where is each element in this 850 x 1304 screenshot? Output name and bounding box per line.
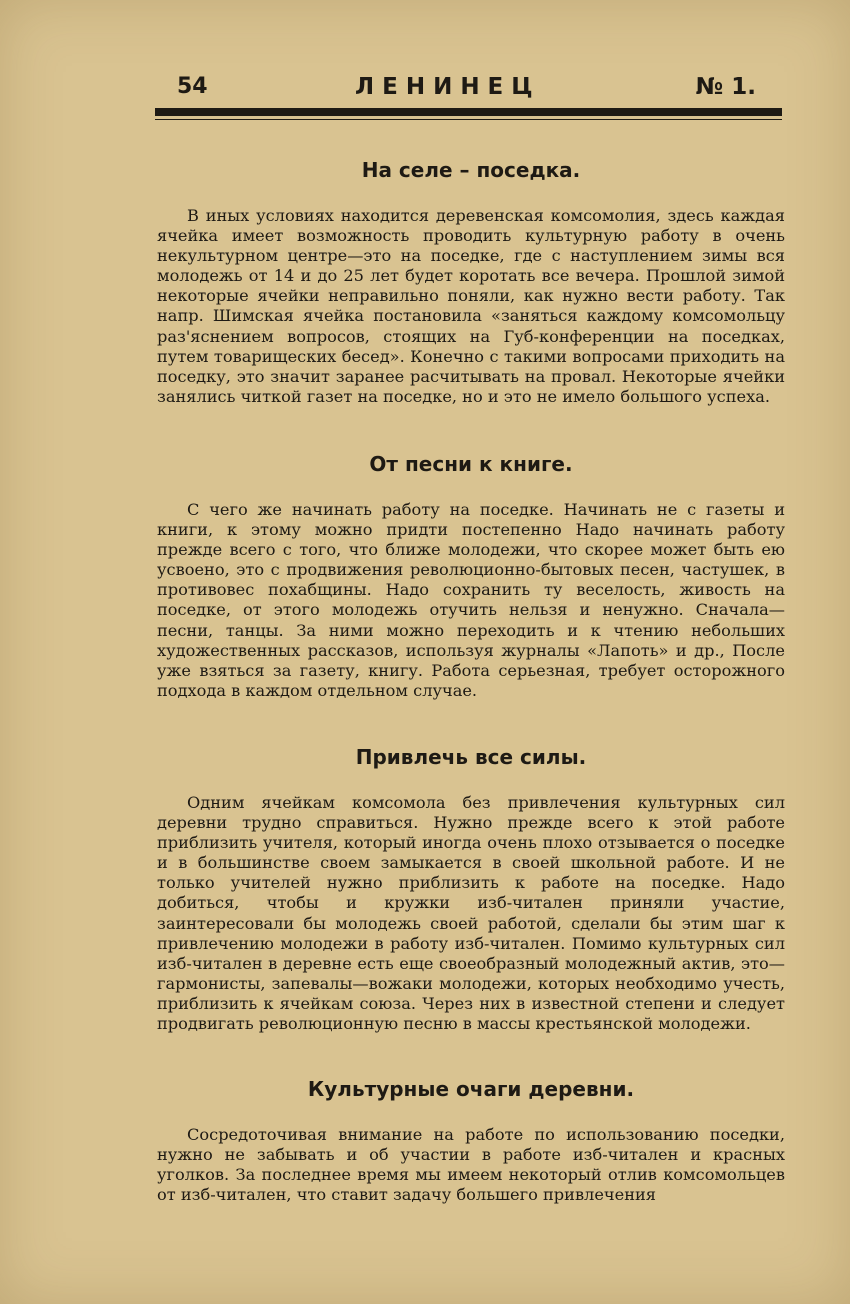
section-title: От песни к книге. (369, 452, 573, 476)
section-title: Культурные очаги деревни. (307, 1077, 635, 1101)
section-paragraph: Одним ячейкам комсомола без привлечения культурных сил деревни трудно справиться. Нужно прежде всего к этой работе приблизить учителя, который иногда очень плохо отзывается о поседке и в большинстве своем замыкается в своей школьной работе. И не только учителей нужно приблизить к работе на поседке. Надо добиться, чтобы и кружки изб-читален приняли участие, заинтересовали бы молодежь своей работой, сделали бы этим шаг к привлечению молодежи в работу изб-читален. Помимо культурных сил изб-читален в деревне есть еще своеобразный молодежный актив, это—гармонисты, запевалы—вожаки молодежи, которых необходимо учесть, приблизить к ячейкам союза. Через них в известной степени и следует продвигать революционную песню в массы крестьянской молодежи. (157, 793, 785, 1034)
section-poseдка (157, 158, 785, 407)
header-rule-thick (155, 108, 782, 116)
section-paragraph: Сосредоточивая внимание на работе по использованию поседки, нужно не забывать и об участии в работе изб-читален и красных уголков. За последнее время мы имеем некоторый отлив комсомольцев от изб-читален, что ставит задачу большего привлечения (157, 1125, 785, 1205)
journal-title: ЛЕНИНЕЦ (355, 74, 541, 100)
section-paragraph: В иных условиях находится деревенская комсомолия, здесь каждая ячейка имеет возможность проводить культурную работу в очень некультурном центре—это на поседке, где с наступлением зимы вся молодежь от 14 и до 25 лет будет коротать все вечера. Прошлой зимой некоторые ячейки неправильно поняли, как нужно вести работу. Так напр. Шимская ячейка постановила «заняться каждому комсомольцу раз'яснением вопросов, стоящих на Губ-конференции на поседках, путем товарищеских бесед». Конечно с такими вопросами приходить на поседку, это значит заранее расчитывать на провал. Некоторые ячейки занялись читкой газет на поседке, но и это не имело большого успеха. (157, 206, 785, 406)
section-title: Привлечь все силы. (355, 745, 587, 769)
page-header (155, 72, 780, 112)
issue-number: № 1. (695, 74, 756, 100)
header-rule-thin (155, 119, 782, 120)
section-all-forces (157, 745, 785, 1034)
section-cultural-centers (157, 1077, 785, 1205)
page-number: 54 (177, 74, 208, 99)
section-paragraph: С чего же начинать работу на поседке. Начинать не с газеты и книги, к этому можно придти постепенно Надо начинать работу прежде всего с того, что ближе молодежи, что скорее может быть ею усвоено, это с продвижения революционно-бытовых песен, частушек, в противовес похабщины. Надо сохранить ту веселость, живость на поседке, от этого молодежь отучить нельзя и ненужно. Сначала—песни, танцы. За ними можно переходить и к чтению небольших художественных рассказов, используя журналы «Лапоть» и др., После уже взяться за газету, книгу. Работа серьезная, требует осторожного подхода в каждом отдельном случае. (157, 500, 785, 700)
section-title: На селе – поседка. (361, 158, 581, 182)
section-song-to-book (157, 452, 785, 701)
